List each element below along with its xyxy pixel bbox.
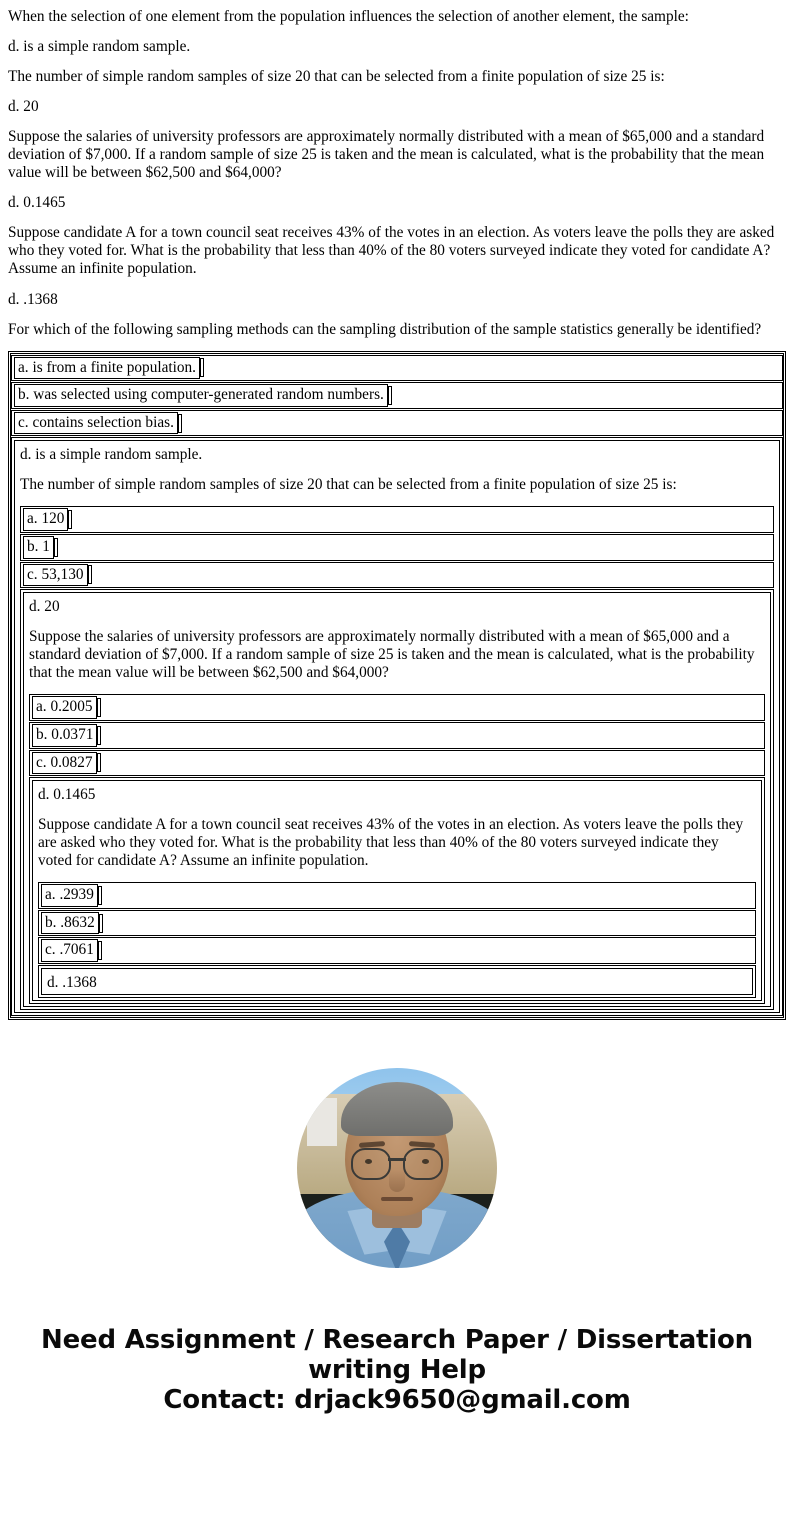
option-label[interactable]: c. 0.0827 [32, 752, 97, 775]
option-l1-d-branch[interactable] [11, 437, 783, 1016]
option-stub [200, 358, 204, 377]
intro-prose [0, 8, 794, 339]
footer-contact-block [0, 1325, 794, 1415]
avatar-eyeglass-bridge [388, 1158, 406, 1161]
option-label[interactable]: a. 120 [23, 508, 68, 531]
question-tree-level-2 [20, 506, 774, 1010]
option-l1-b[interactable] [11, 382, 783, 409]
option-label[interactable]: c. contains selection bias. [14, 412, 178, 435]
question-tree-level-1 [8, 351, 786, 1020]
intro-paragraph: When the selection of one element from the population influences the selection of another element, the sample: [8, 8, 689, 25]
intro-paragraph: For which of the following sampling methods can the sampling distribution of the sample statistics generally be identified? [8, 320, 762, 338]
question-prompt-level-3: Suppose the salaries of university professors are approximately normally distributed with a mean of $65,000 and a standard deviation of $7,000. If a random sample of size 25 is taken and the mean is calculated, what is the probability that the mean value will be between $62,500 and $64,000? [29, 628, 755, 682]
option-label[interactable]: b. .8632 [41, 912, 99, 935]
option-l1-c[interactable] [11, 410, 783, 437]
option-label[interactable]: a. 0.2005 [32, 696, 97, 719]
intro-paragraph: d. 0.1465 [8, 194, 66, 212]
footer-line-1: Need Assignment / Research Paper / Dissertation [41, 1325, 753, 1356]
option-l3-d-answer: d. 0.1465 [38, 786, 96, 804]
option-l2-b[interactable] [20, 534, 774, 561]
option-label[interactable]: c. .7061 [41, 939, 98, 962]
option-l2-a[interactable] [20, 506, 774, 533]
option-l1-d-body [14, 440, 780, 1013]
intro-paragraph: Suppose candidate A for a town council seat receives 43% of the votes in an election. As voters leave the polls they are asked who they voted for. What is the probability that less than 40% of the 80 voters surveyed indicate they voted for candidate A? Assume an infinite population. [8, 224, 775, 278]
option-label[interactable]: b. 1 [23, 536, 54, 559]
avatar-eyeglass-right [403, 1148, 443, 1180]
option-l4-b[interactable] [38, 910, 756, 937]
option-label[interactable]: b. was selected using computer-generated random numbers. [14, 384, 388, 407]
question-prompt-level-4: Suppose candidate A for a town council seat receives 43% of the votes in an election. As voters leave the polls they are asked who they voted for. What is the probability that less than 40% of the 80 voters surveyed indicate they voted for candidate A? Assume an infinite population. [38, 816, 744, 870]
option-label[interactable]: a. is from a finite population. [14, 357, 200, 380]
footer-line-2: writing Help [308, 1355, 486, 1386]
option-l2-d-branch[interactable] [20, 589, 774, 1010]
option-stub [98, 941, 102, 960]
avatar-nose [389, 1170, 405, 1192]
intro-paragraph: Suppose the salaries of university professors are approximately normally distributed with a mean of $65,000 and a standard deviation of $7,000. If a random sample of size 25 is taken and the mean is calculated, what is the probability that the mean value will be between $62,500 and $64,000? [8, 128, 765, 182]
option-l2-c[interactable] [20, 562, 774, 589]
option-l3-c[interactable] [29, 750, 765, 777]
option-stub [97, 698, 101, 717]
question-tree-clip [8, 351, 786, 1020]
option-l4-c[interactable] [38, 937, 756, 964]
avatar-background-panel [307, 1098, 337, 1146]
question-tree-level-1-inner [10, 353, 784, 1018]
option-l2-d-body [23, 592, 771, 1007]
option-l3-d-body [32, 780, 762, 1001]
option-l4-d-branch[interactable] [38, 965, 756, 998]
question-tree-level-3 [29, 694, 765, 1004]
option-l1-a[interactable] [11, 355, 783, 382]
option-stub [388, 386, 392, 405]
option-l4-d-body [41, 968, 753, 995]
avatar-eyeglass-left [351, 1148, 391, 1180]
option-label[interactable]: a. .2939 [41, 884, 98, 907]
option-stub [97, 753, 101, 772]
question-prompt-level-2: The number of simple random samples of size 20 that can be selected from a finite population of size 25 is: [20, 476, 677, 494]
footer-line-3: Contact: drjack9650@gmail.com [163, 1385, 631, 1416]
question-tree-level-4 [38, 882, 756, 998]
option-stub [178, 414, 182, 433]
avatar [297, 1068, 497, 1268]
option-l2-d-answer: d. 20 [29, 598, 60, 616]
option-stub [99, 914, 103, 933]
intro-paragraph: The number of simple random samples of size 20 that can be selected from a finite population of size 25 is: [8, 68, 665, 86]
option-l1-d-answer: d. is a simple random sample. [20, 446, 203, 464]
page-root [0, 8, 794, 1416]
option-label[interactable]: c. 53,130 [23, 564, 88, 587]
avatar-mouth [381, 1197, 413, 1201]
intro-paragraph: d. is a simple random sample. [8, 38, 191, 56]
option-l4-d-answer: d. .1368 [47, 974, 97, 992]
option-l3-b[interactable] [29, 722, 765, 749]
option-stub [97, 726, 101, 745]
option-l4-a[interactable] [38, 882, 756, 909]
intro-paragraph: d. 20 [8, 98, 39, 116]
option-stub [98, 886, 102, 905]
option-stub [54, 538, 58, 557]
intro-paragraph: d. .1368 [8, 290, 58, 308]
option-l3-d-branch[interactable] [29, 777, 765, 1004]
option-stub [88, 565, 92, 584]
option-l3-a[interactable] [29, 694, 765, 721]
option-label[interactable]: b. 0.0371 [32, 724, 97, 747]
option-stub [68, 510, 72, 529]
avatar-container [0, 1068, 794, 1273]
